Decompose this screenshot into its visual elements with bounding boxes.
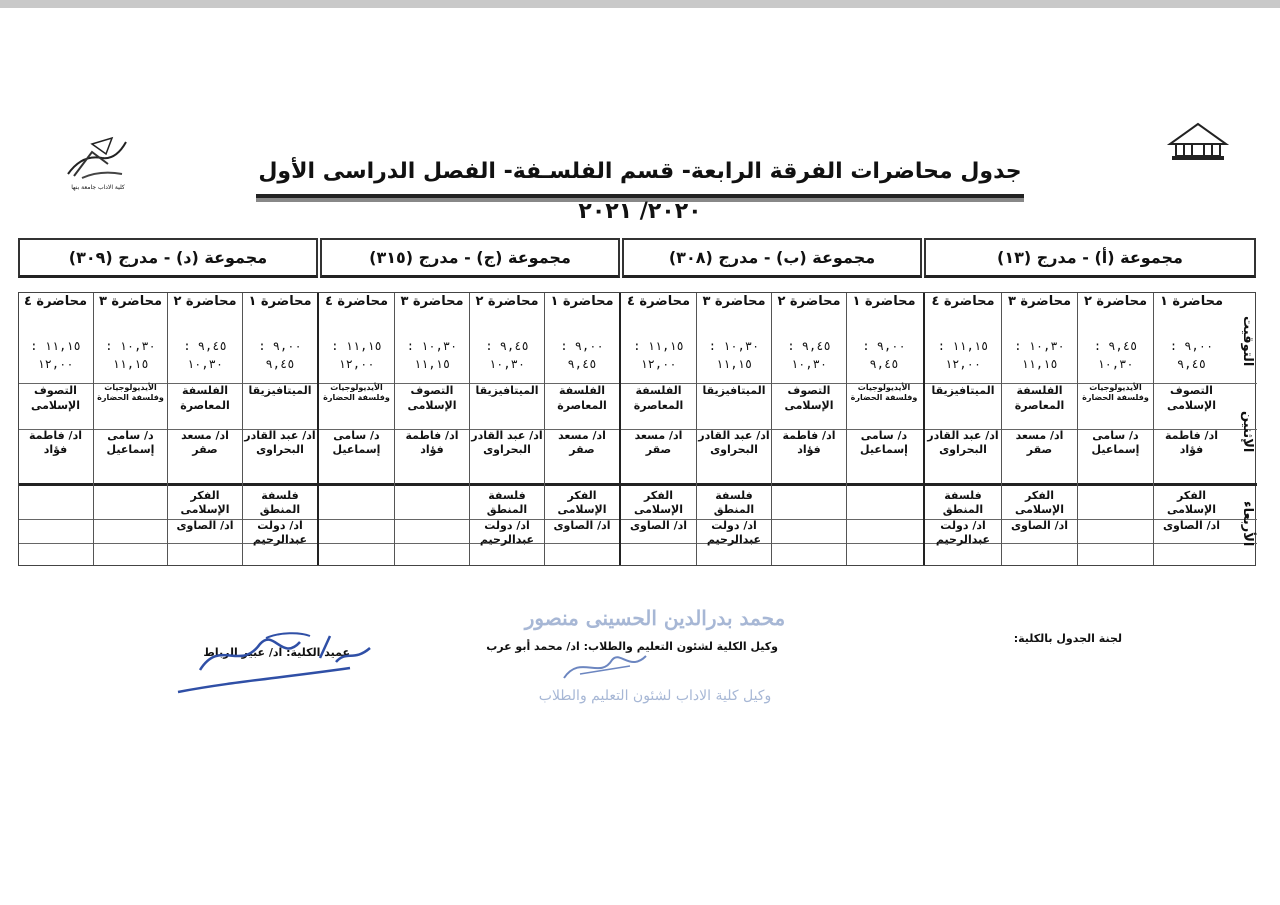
monday-subject: الأيديولوجيات وفلسفة الحضارة: [97, 383, 164, 402]
wednesday-professor: [395, 519, 469, 559]
monday-subject: الفلسفة المعاصرة: [1014, 384, 1065, 412]
wednesday-professor: [319, 519, 394, 559]
monday-professor: اد/ مسعد صقر: [634, 429, 683, 456]
table-column: [1153, 293, 1229, 565]
lecture-time: ٩,٠٠ : ٩,٤٥: [1169, 339, 1214, 371]
wednesday-subject: [395, 489, 469, 517]
schedule-grid: [18, 292, 1256, 566]
wednesday-professor: [94, 519, 167, 559]
lecture-header: محاضرة ١: [550, 294, 614, 309]
table-column: [696, 293, 771, 565]
wednesday-subject: الفكر الإسلامى: [557, 489, 607, 516]
wednesday-subject: فلسفة المنطق: [486, 489, 528, 516]
table-column: [1077, 293, 1153, 565]
wednesday-professor: اد/ دولت عبدالرحيم: [252, 519, 308, 546]
monday-subject: الفلسفة المعاصرة: [557, 384, 607, 412]
monday-subject: التصوف الإسلامى: [784, 384, 834, 412]
monday-professor: اد/ عبد القادر البحراوى: [927, 429, 999, 456]
page-title: جدول محاضرات الفرقة الرابعة- قسم الفلسـفة- الفصل الدراسى الأول ٢٠٢٠/ ٢٠٢١: [256, 152, 1024, 198]
lecture-header: محاضرة ٢: [777, 294, 841, 309]
monday-professor: د/ سامى إسماعيل: [332, 429, 381, 456]
row-label-wednesday: الأربعاء: [1240, 501, 1255, 547]
wednesday-subject: [94, 489, 167, 517]
lecture-header: محاضرة ١: [248, 294, 312, 309]
monday-subject: الأيديولوجيات وفلسفة الحضارة: [850, 383, 918, 402]
monday-subject: الأيديولوجيات وفلسفة الحضارة: [323, 383, 390, 402]
wednesday-subject: الفكر الإسلامى: [633, 489, 684, 516]
monday-professor: اد/ فاطمة فؤاد: [1164, 429, 1218, 456]
wednesday-professor: اد/ الصاوى: [1162, 519, 1221, 532]
monday-professor: اد/ فاطمة فؤاد: [782, 429, 836, 456]
wednesday-professor: اد/ دولت عبدالرحيم: [479, 519, 535, 546]
official-stamp-title: وكيل كلية الاداب لشئون التعليم والطلاب: [538, 688, 772, 704]
monday-professor: اد/ عبد القادر البحراوى: [698, 429, 770, 456]
monday-professor: اد/ عبد القادر البحراوى: [244, 429, 316, 456]
table-column: [469, 293, 544, 565]
wednesday-subject: فلسفة المنطق: [259, 489, 301, 516]
monday-subject: الميتافيزيقا: [931, 384, 995, 397]
table-column: [771, 293, 846, 565]
wednesday-subject: [18, 489, 93, 517]
group-header-d: مجموعة (د) - مدرج (٣٠٩): [18, 238, 318, 278]
wednesday-subject: [772, 489, 846, 517]
lecture-header: محاضرة ٤: [324, 294, 389, 309]
schedule-committee-label: لجنة الجدول بالكلية:: [1013, 632, 1122, 645]
lecture-time: ٩,٤٥ : ١٠,٣٠: [485, 339, 529, 371]
wednesday-professor: [772, 519, 846, 559]
lecture-time: ٩,٠٠ : ٩,٤٥: [862, 339, 906, 371]
lecture-header: محاضرة ٤: [23, 294, 88, 309]
monday-subject: الأيديولوجيات وفلسفة الحضارة: [1082, 383, 1149, 402]
lecture-time: ٩,٠٠ : ٩,٤٥: [258, 339, 302, 371]
official-stamp-name: محمد بدرالدين الحسينى منصور: [524, 606, 786, 630]
table-column: [394, 293, 469, 565]
lecture-time: ٩,٤٥ : ١٠,٣٠: [183, 339, 227, 371]
wednesday-professor: [1078, 519, 1153, 559]
wednesday-subject: الفكر الإسلامى: [1014, 489, 1065, 516]
table-column: [317, 293, 394, 565]
wednesday-subject: [319, 489, 394, 517]
lecture-time: ٩,٠٠ : ٩,٤٥: [560, 339, 604, 371]
lecture-time: ١١,١٥ : ١٢,٠٠: [331, 339, 382, 371]
wednesday-professor: اد/ الصاوى: [553, 519, 611, 532]
table-column: [93, 293, 167, 565]
monday-subject: التصوف الإسلامى: [1166, 384, 1217, 412]
table-column: [846, 293, 921, 565]
lecture-header: محاضرة ١: [1159, 294, 1224, 309]
monday-subject: الفلسفة المعاصرة: [633, 384, 684, 412]
table-column: [619, 293, 696, 565]
wednesday-professor: اد/ دولت عبدالرحيم: [935, 519, 991, 546]
wednesday-professor: اد/ الصاوى: [1010, 519, 1069, 532]
lecture-time: ١٠,٣٠ : ١١,١٥: [105, 339, 156, 371]
table-column: [242, 293, 317, 565]
monday-professor: د/ سامى إسماعيل: [860, 429, 908, 456]
table-column: [167, 293, 242, 565]
faculty-logo-caption: كلية الاداب جامعة بنها: [71, 184, 125, 191]
monday-professor: اد/ مسعد صقر: [558, 429, 606, 456]
monday-professor: اد/ فاطمة فؤاد: [405, 429, 459, 456]
table-column: [923, 293, 1001, 565]
lecture-time: ٩,٤٥ : ١٠,٣٠: [1093, 339, 1138, 371]
wednesday-subject: [847, 489, 921, 517]
monday-professor: د/ سامى إسماعيل: [1091, 429, 1140, 456]
dean-signature-icon: [170, 628, 380, 698]
table-column: [1001, 293, 1077, 565]
monday-professor: اد/ فاطمة فؤاد: [28, 429, 82, 456]
monday-subject: الميتافيزيقا: [475, 384, 539, 397]
lecture-header: محاضرة ٤: [626, 294, 691, 309]
row-label-time: التوقيت: [1240, 315, 1255, 367]
university-logo-icon: [1166, 122, 1230, 162]
lecture-time: ١٠,٣٠ : ١١,١٥: [406, 339, 458, 371]
lecture-header: محاضرة ٣: [98, 294, 163, 309]
monday-professor: اد/ مسعد صقر: [181, 429, 229, 456]
lecture-header: محاضرة ٢: [173, 294, 237, 309]
table-column: [18, 293, 93, 565]
lecture-header: محاضرة ٤: [931, 294, 995, 309]
monday-professor: اد/ عبد القادر البحراوى: [471, 429, 543, 456]
vice-dean-label: وكيل الكلية لشئون التعليم والطلاب: اد/ محمد أبو عرب: [486, 640, 778, 653]
table-column: [544, 293, 619, 565]
dean-label: عميد الكلية: اد/ عبير الرباط: [203, 646, 350, 659]
wednesday-subject: فلسفة المنطق: [942, 489, 984, 516]
wednesday-subject: فلسفة المنطق: [713, 489, 755, 516]
lecture-time: ٩,٤٥ : ١٠,٣٠: [787, 339, 831, 371]
lecture-time: ١١,١٥ : ١٢,٠٠: [30, 339, 81, 371]
lecture-header: محاضرة ٢: [1083, 294, 1148, 309]
monday-professor: اد/ مسعد صقر: [1015, 429, 1064, 456]
group-header-b: مجموعة (ب) - مدرج (٣٠٨): [622, 238, 922, 278]
monday-subject: التصوف الإسلامى: [30, 384, 81, 412]
group-header-c: مجموعة (ج) - مدرج (٣١٥): [320, 238, 620, 278]
lecture-time: ١٠,٣٠ : ١١,١٥: [708, 339, 760, 371]
wednesday-professor: اد/ الصاوى: [629, 519, 688, 532]
lecture-time: ١١,١٥ : ١٢,٠٠: [633, 339, 684, 371]
wednesday-professor: اد/ الصاوى: [176, 519, 234, 532]
wednesday-subject: [1078, 489, 1153, 517]
lecture-header: محاضرة ١: [852, 294, 916, 309]
scan-top-edge: [0, 0, 1280, 8]
monday-professor: د/ سامى إسماعيل: [106, 429, 155, 456]
lecture-header: محاضرة ٣: [400, 294, 464, 309]
lecture-time: ١٠,٣٠ : ١١,١٥: [1014, 339, 1065, 371]
wednesday-subject: الفكر الإسلامى: [180, 489, 230, 516]
monday-subject: الميتافيزيقا: [248, 384, 312, 397]
group-header-a: مجموعة (أ) - مدرج (١٣): [924, 238, 1256, 278]
lecture-header: محاضرة ٣: [1007, 294, 1072, 309]
lecture-time: ١١,١٥ : ١٢,٠٠: [937, 339, 989, 371]
lecture-header: محاضرة ٣: [702, 294, 766, 309]
wednesday-subject: الفكر الإسلامى: [1166, 489, 1217, 516]
monday-subject: الفلسفة المعاصرة: [180, 384, 230, 412]
wednesday-professor: [847, 519, 921, 559]
wednesday-professor: [18, 519, 93, 559]
row-label-monday: الإثنين: [1240, 411, 1255, 453]
faculty-logo-icon: [62, 134, 132, 186]
monday-subject: التصوف الإسلامى: [407, 384, 457, 412]
monday-subject: الميتافيزيقا: [702, 384, 766, 397]
vice-dean-signature-icon: [560, 650, 650, 684]
lecture-header: محاضرة ٢: [475, 294, 539, 309]
wednesday-professor: اد/ دولت عبدالرحيم: [706, 519, 762, 546]
schedule-table: [18, 238, 1256, 566]
